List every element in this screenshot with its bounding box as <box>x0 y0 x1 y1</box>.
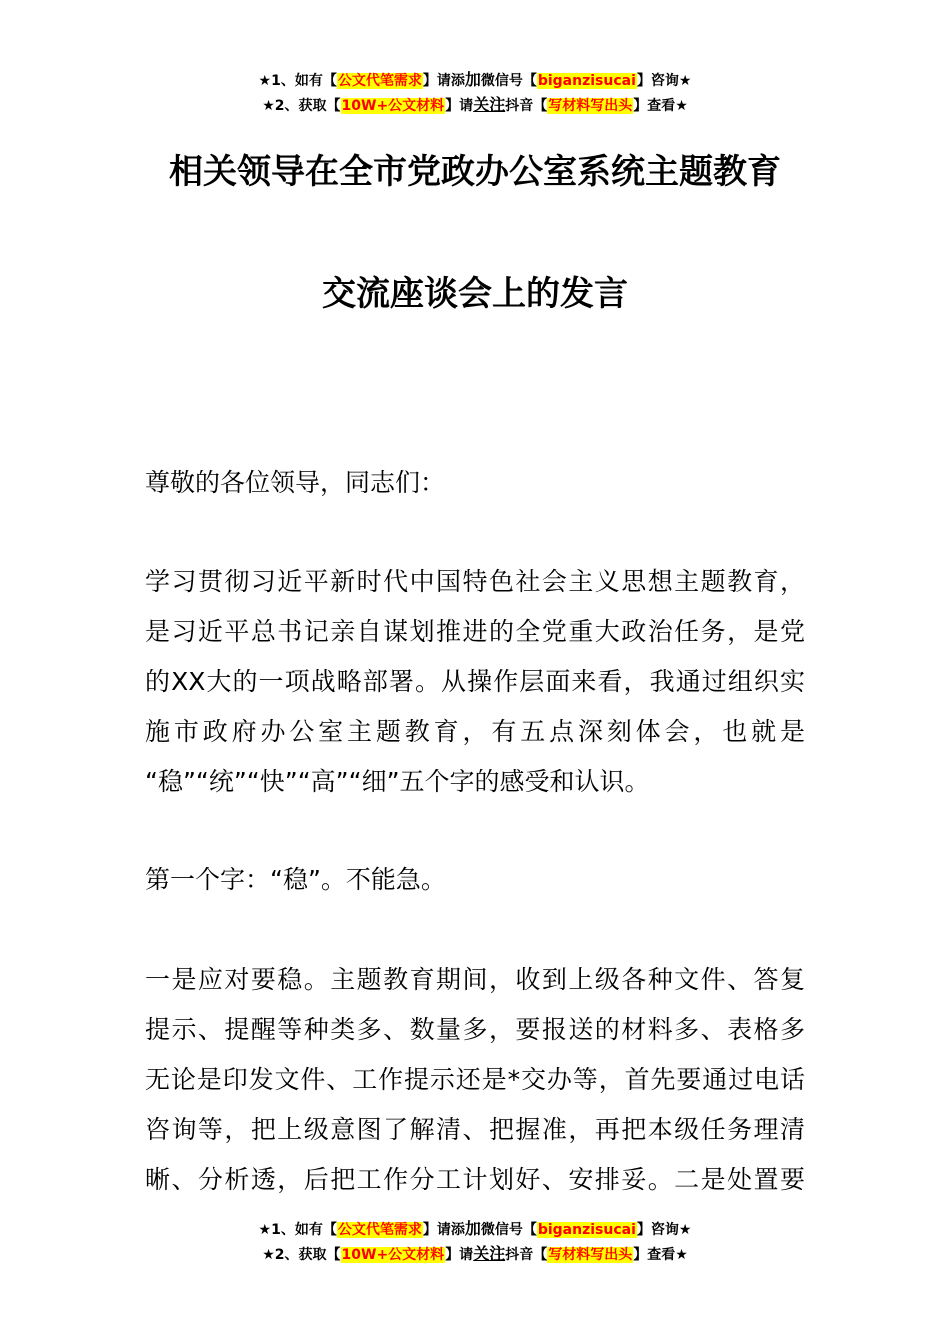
banner-text: 微信号【 <box>480 1222 537 1238</box>
paragraph-line: 一是应对要稳。主题教育期间，收到上级各种文件、答复 <box>145 965 805 994</box>
banner-text: ★1、如有【 <box>258 73 337 89</box>
banner-text: 】请 <box>445 1247 474 1263</box>
banner-line-2 <box>0 93 950 118</box>
banner-text: 抖音【 <box>505 98 548 114</box>
paragraph-line: 提示、提醒等种类多、数量多，要报送的材料多、表格多 <box>145 1015 805 1044</box>
banner-highlight: biganzisucai <box>537 1222 636 1238</box>
banner-text: 抖音【 <box>505 1247 548 1263</box>
paragraph-line: 是习近平总书记亲自谋划推进的全党重大政治任务，是党 <box>145 617 805 646</box>
banner-highlight: 10W+公文材料 <box>341 98 445 114</box>
banner-line-2 <box>0 1242 950 1267</box>
salutation <box>145 458 805 508</box>
banner-line-1 <box>0 1217 950 1242</box>
banner-text: ★2、获取【 <box>262 98 341 114</box>
paragraph-line: 学习贯彻习近平新时代中国特色社会主义思想主题教育， <box>145 567 805 596</box>
banner-highlight: biganzisucai <box>537 73 636 89</box>
paragraph-line: 咨询等，把上级意图了解清、把握准，再把本级任务理清 <box>145 1115 805 1144</box>
banner-highlight: 写材料写出头 <box>548 98 633 114</box>
paragraph-line: “稳”“统”“快”“高”“细”五个字的感受和认识。 <box>145 767 650 796</box>
banner-line-1 <box>0 68 950 93</box>
banner-text: ★1、如有【 <box>258 1222 337 1238</box>
banner-highlight: 10W+公文材料 <box>341 1247 445 1263</box>
salutation-text: 尊敬的各位领导，同志们： <box>145 468 446 497</box>
banner-highlight: 写材料写出头 <box>548 1247 633 1263</box>
document-title-line-1: 相关领导在全市党政办公室系统主题教育 <box>169 152 781 192</box>
banner-emphasis: 关注 <box>473 1244 506 1263</box>
paragraph-1 <box>145 557 805 807</box>
banner-emphasis: 加 <box>464 1219 481 1238</box>
banner-text: 】查看★ <box>633 98 688 114</box>
section-heading-text: 第一个字：“稳”。不能急。 <box>145 865 446 894</box>
banner-text: ★2、获取【 <box>262 1247 341 1263</box>
top-banner <box>0 68 950 118</box>
banner-text: 微信号【 <box>480 73 537 89</box>
banner-text: 】查看★ <box>633 1247 688 1263</box>
banner-text: 】咨询★ <box>636 1222 692 1238</box>
document-title-line-2: 交流座谈会上的发言 <box>322 274 628 314</box>
paragraph-line: 无论是印发文件、工作提示还是*交办等，首先要通过电话 <box>145 1065 805 1094</box>
paragraph-line: 的XX大的一项战略部署。从操作层面来看，我通过组织实 <box>145 667 805 696</box>
banner-emphasis: 加 <box>464 70 481 89</box>
bottom-banner <box>0 1217 950 1267</box>
paragraph-2 <box>145 955 805 1205</box>
paragraph-line: 晰、分析透，后把工作分工计划好、安排妥。二是处置要 <box>145 1165 805 1194</box>
section-heading <box>145 855 805 905</box>
paragraph-line: 施市政府办公室主题教育，有五点深刻体会，也就是 <box>145 717 805 746</box>
banner-text: 】请 <box>445 98 474 114</box>
banner-text: 】请添 <box>422 1222 465 1238</box>
banner-highlight: 公文代笔需求 <box>337 73 422 89</box>
banner-text: 】咨询★ <box>636 73 692 89</box>
banner-text: 】请添 <box>422 73 465 89</box>
banner-emphasis: 关注 <box>473 95 506 114</box>
banner-highlight: 公文代笔需求 <box>337 1222 422 1238</box>
